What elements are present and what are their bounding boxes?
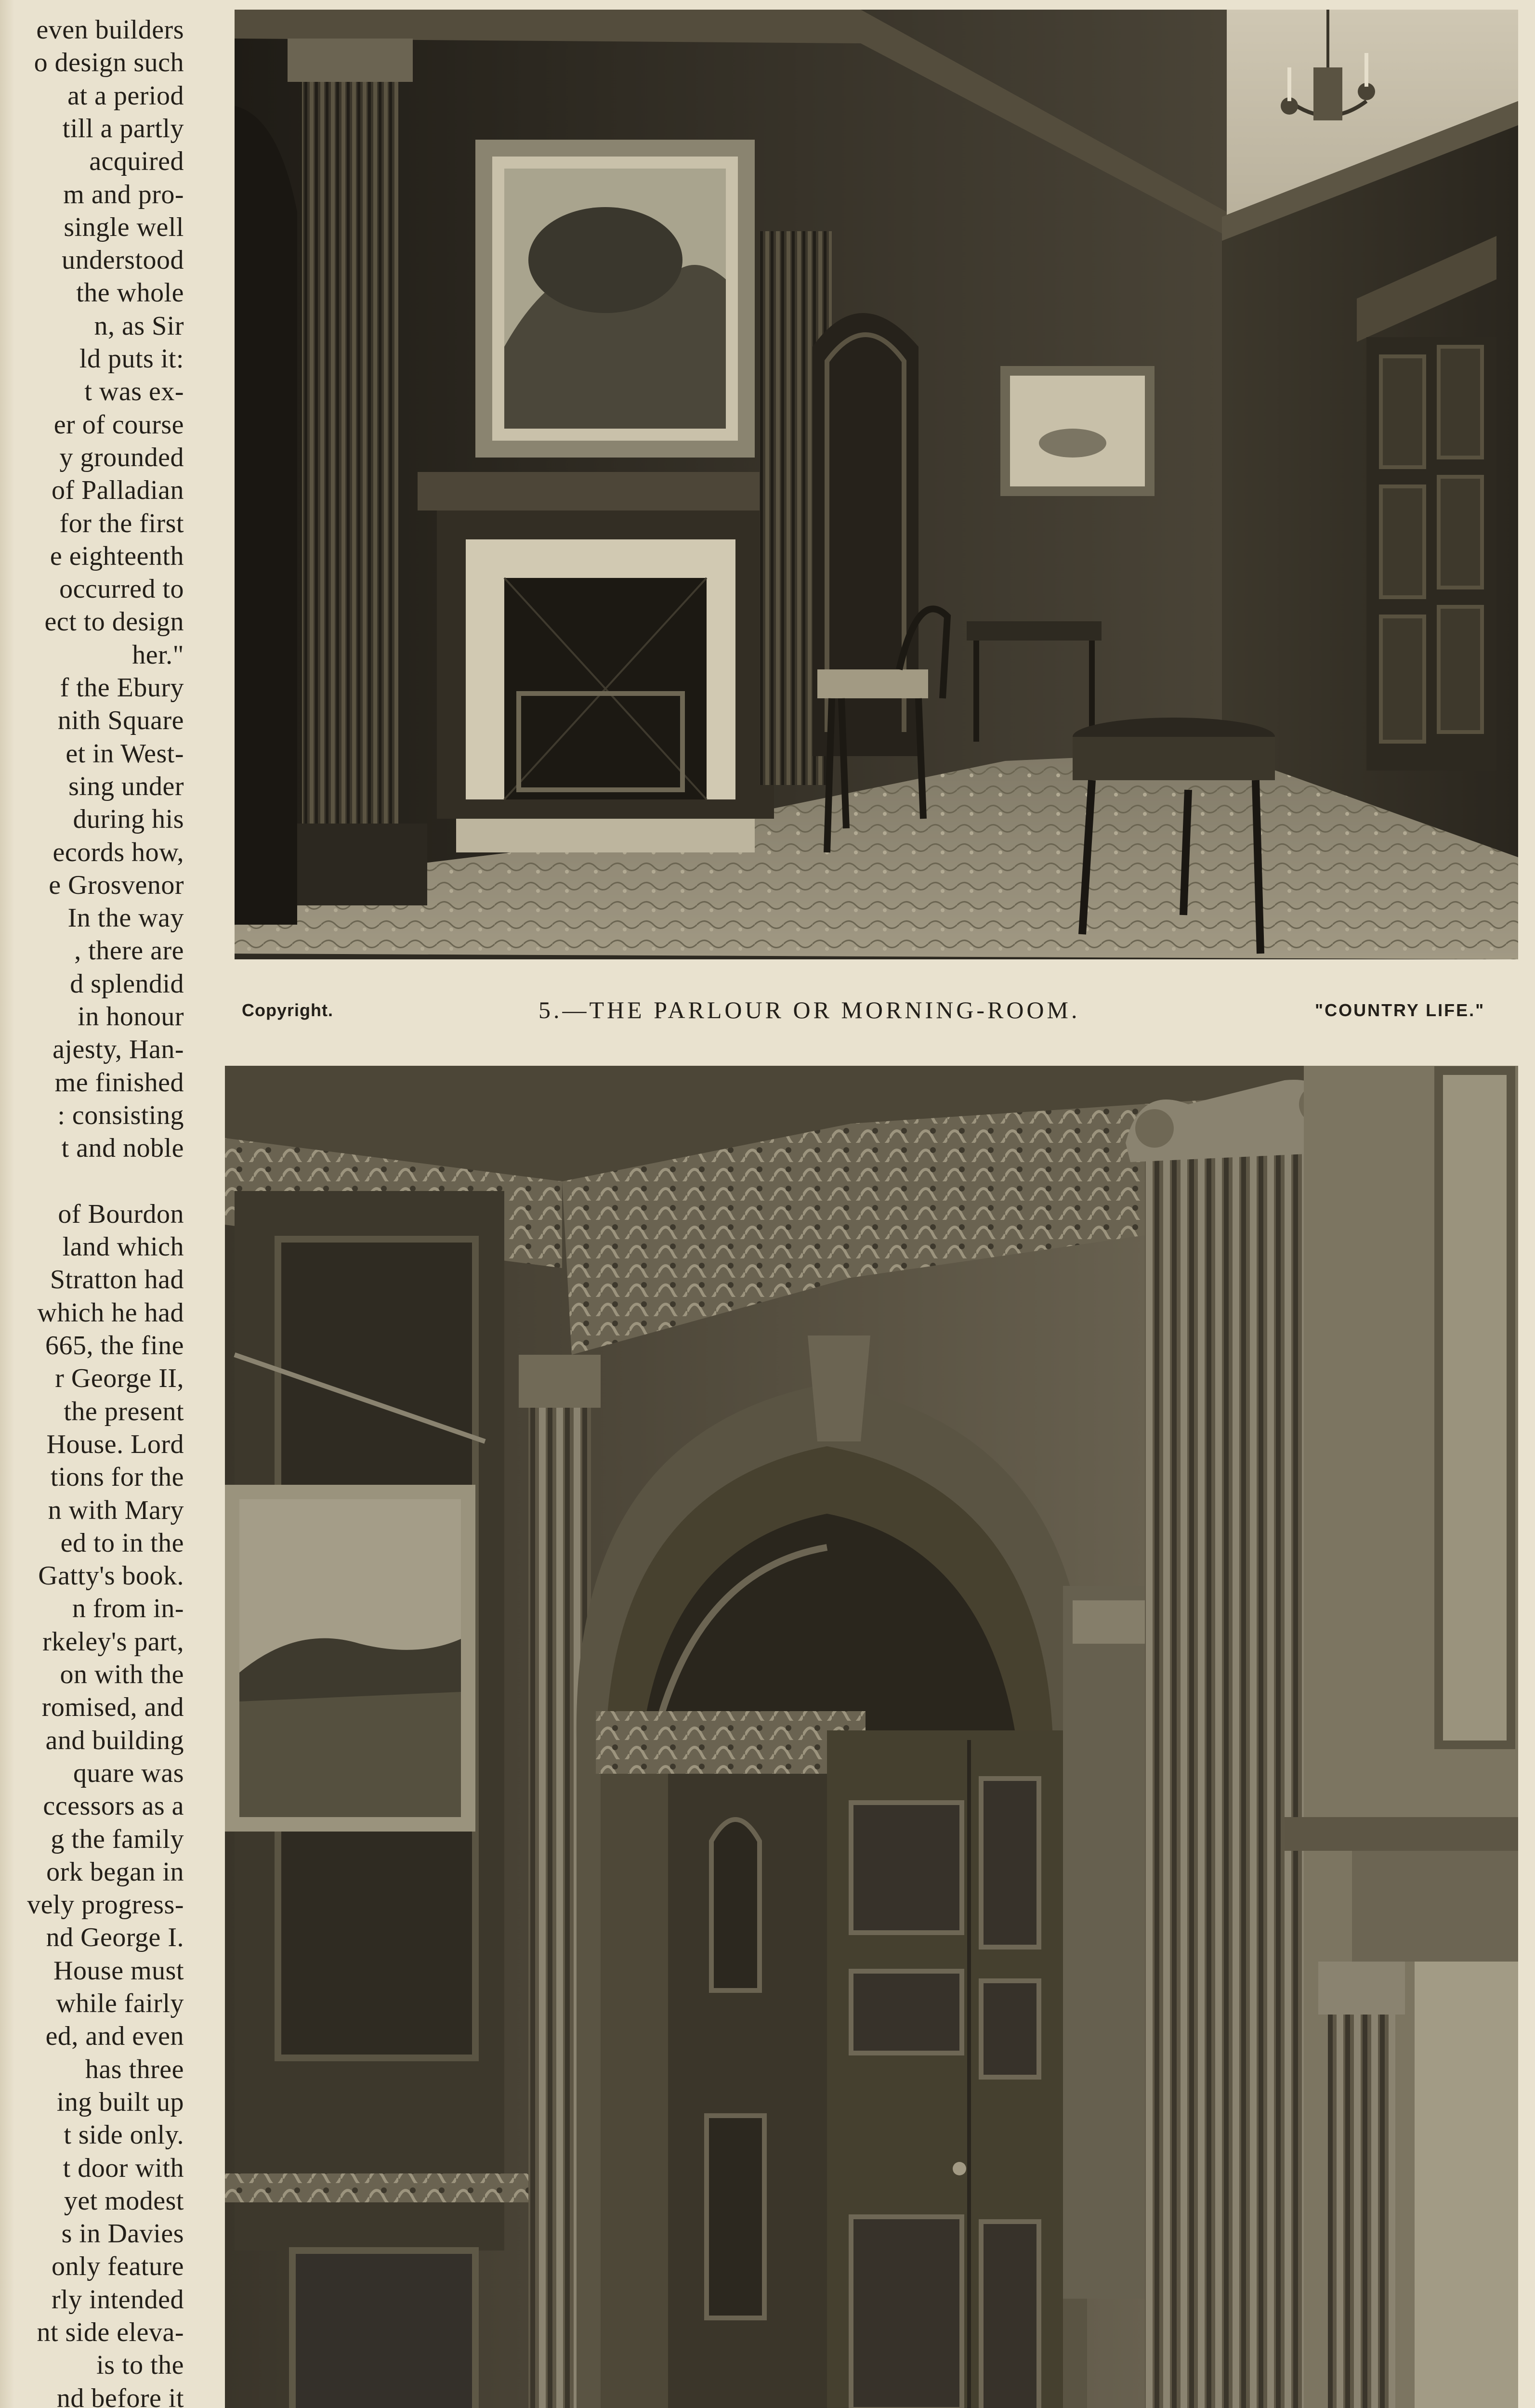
column-text-line: n with Mary: [48, 1495, 184, 1525]
column-text-line: romised, and: [41, 1692, 184, 1723]
column-text-line: t and noble: [61, 1133, 184, 1164]
column-text-line: the whole: [76, 278, 184, 308]
column-text-line: n, as Sir: [94, 311, 184, 341]
column-text-line: me finished: [54, 1067, 184, 1098]
column-text-line: has three: [85, 2054, 184, 2084]
column-text-line: even builders: [36, 15, 184, 45]
column-text-line: quare was: [73, 1758, 184, 1788]
column-text-line: 665, the fine: [45, 1331, 184, 1361]
column-text-line: t side only.: [64, 2120, 184, 2150]
column-text-line: ork began in: [46, 1857, 184, 1887]
column-text-line: et in West-: [66, 738, 184, 769]
column-text-line: in honour: [78, 1002, 184, 1032]
column-text-line: ccessors as a: [43, 1791, 184, 1821]
column-text-line: till a partly: [62, 113, 184, 144]
column-text-line: her.": [132, 640, 184, 670]
column-text-line: at a period: [67, 80, 184, 111]
column-text-line: y grounded: [59, 442, 184, 472]
column-text-line: e eighteenth: [50, 541, 184, 571]
column-text-line: sing under: [68, 771, 184, 801]
column-text-line: ect to design: [44, 607, 184, 637]
column-text-line: n from in-: [72, 1594, 184, 1624]
column-text-line: o design such: [34, 48, 184, 78]
article-text-column: [0, 13, 237, 2408]
column-text-line: vely progress-: [27, 1890, 184, 1920]
column-text-line: er of course: [53, 409, 184, 440]
column-text-line: the present: [64, 1396, 184, 1426]
column-text-line: single well: [64, 212, 184, 242]
column-text-line: House must: [53, 1955, 184, 1986]
column-text-line: rkeley's part,: [42, 1626, 184, 1657]
figure-5-credit: "COUNTRY LIFE.": [1315, 1000, 1485, 1020]
column-text-line: yet modest: [64, 2186, 184, 2216]
column-text-line: is to the: [96, 2350, 184, 2381]
column-text-line: of Palladian: [51, 475, 184, 506]
column-text-line: understood: [62, 245, 184, 275]
photo-corner-of-parlour: [225, 1066, 1518, 2408]
column-text-line: nt side eleva-: [37, 2317, 184, 2347]
column-text-line: : consisting: [57, 1100, 184, 1130]
column-text-line: d splendid: [70, 968, 184, 999]
column-text-line: tions for the: [50, 1462, 184, 1492]
column-text-line: ed to in the: [60, 1528, 184, 1558]
column-text-line: on with the: [60, 1660, 184, 1689]
column-text-line: ed, and even: [45, 2021, 184, 2052]
column-text-line: of Bourdon: [58, 1199, 184, 1229]
column-text-line: nith Square: [57, 706, 184, 736]
column-text-line: , there are: [74, 936, 184, 966]
column-text-line: only feature: [52, 2251, 184, 2282]
column-text-line: and building: [45, 1725, 184, 1755]
column-text-line: nd George I.: [46, 1923, 184, 1953]
column-text-line: ecords how,: [52, 837, 184, 867]
column-text-line: f the Ebury: [60, 673, 184, 703]
column-text-line: ajesty, Han-: [52, 1034, 184, 1065]
column-text-line: acquired: [89, 146, 184, 177]
column-text-line: r George II,: [55, 1363, 184, 1394]
figure-5-caption: 5.—THE PARLOUR OR MORNING-ROOM.: [538, 996, 1080, 1023]
column-text-line: t door with: [63, 2153, 184, 2183]
column-text-line: for the first: [59, 508, 184, 538]
column-text-line: t was ex-: [84, 377, 184, 407]
column-text-line: g the family: [51, 1824, 184, 1854]
column-text-line: ld puts it:: [79, 344, 184, 374]
column-text-line: s in Davies: [61, 2219, 184, 2249]
photo-parlour-morning-room: [235, 10, 1518, 959]
column-text-line: nd before it: [56, 2383, 184, 2408]
column-text-line: while fairly: [56, 1989, 184, 2018]
column-text-line: In the way: [67, 903, 184, 933]
column-text-line: ing built up: [56, 2087, 184, 2117]
column-text-line: m and pro-: [63, 179, 184, 209]
figure-5-copyright: Copyright.: [242, 1000, 333, 1020]
column-text-line: occurred to: [59, 574, 184, 604]
column-text-line: which he had: [37, 1297, 184, 1328]
column-text-line: Stratton had: [50, 1265, 184, 1295]
column-text-line: during his: [73, 804, 184, 835]
column-text-line: House. Lord: [46, 1429, 184, 1459]
column-text-line: e Grosvenor: [49, 870, 184, 900]
column-text-line: rly intended: [51, 2284, 184, 2315]
column-text-line: land which: [62, 1232, 184, 1262]
column-text-line: Gatty's book.: [38, 1561, 184, 1591]
